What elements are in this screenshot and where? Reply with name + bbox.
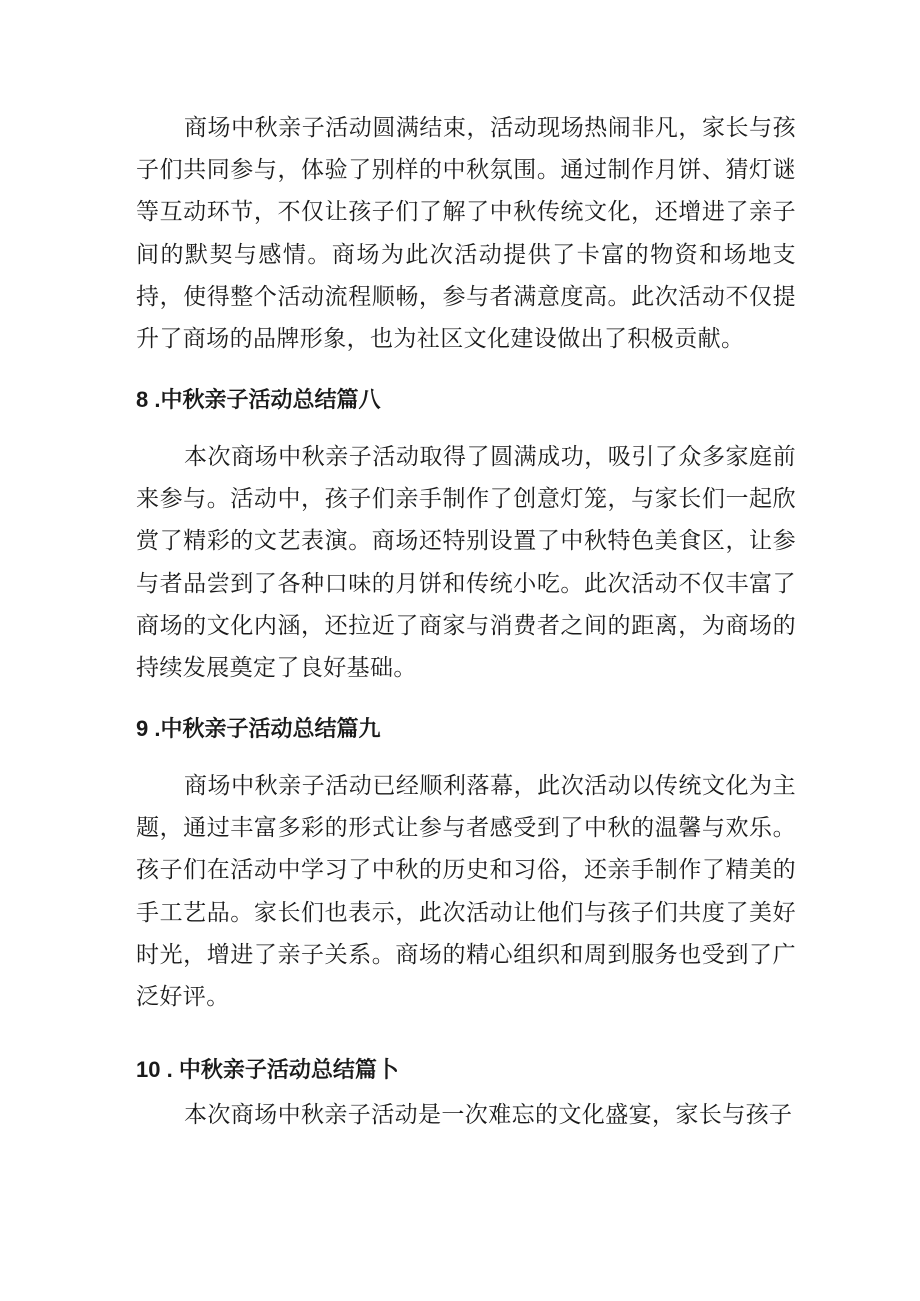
heading-separator: . [160, 1057, 179, 1082]
heading-separator: . [148, 716, 161, 741]
heading-number: 8 [136, 387, 149, 412]
section-heading-10 [136, 1055, 399, 1086]
heading-title: 中秋亲子活动总结篇卜 [178, 1057, 399, 1083]
paragraph-7: 商场中秋亲子活动圆满结束，活动现场热闹非凡，家长与孩子们共同参与，体验了别样的中秋氛围。通过制作月饼、猜灯谜等互动环节，不仅让孩子们了解了中秋传统文化，还增进了亲子间的默契与感情。商场为此次活动提供了卡富的物资和场地支持，使得整个活动流程顺畅，参与者满意度高。此次活动不仅提升了商场的品牌形象，也为社区文化建设做出了积极贡献。 [136, 115, 796, 353]
heading-number: 10 [136, 1057, 161, 1082]
paragraph-8: 本次商场中秋亲子活动取得了圆满成功，吸引了众多家庭前来参与。活动中，孩子们亲手制作了创意灯笼，与家长们一起欣赏了精彩的文艺表演。商场还特别设置了中秋特色美食区，让参与者品尝到了各种口味的月饼和传统小吃。此次活动不仅丰富了商场的文化内涵，还拉近了商家与消费者之间的距离，为商场的持续发展奠定了良好基础。 [136, 444, 796, 682]
heading-title: 中秋亲子活动总结篇八 [160, 387, 381, 413]
section-heading-8 [136, 385, 381, 416]
heading-separator: . [148, 387, 161, 412]
heading-number: 9 [136, 716, 149, 741]
heading-title: 中秋亲子活动总结篇九 [160, 716, 381, 742]
section-heading-9 [136, 714, 381, 745]
paragraph-10: 本次商场中秋亲子活动是一次难忘的文化盛宴，家长与孩子 [184, 1102, 793, 1128]
paragraph-9: 商场中秋亲子活动已经顺利落幕，此次活动以传统文化为主题，通过丰富多彩的形式让参与者感受到了中秋的温馨与欢乐。孩子们在活动中学习了中秋的历史和习俗，还亲手制作了精美的手工艺品。家长们也表示，此次活动让他们与孩子们共度了美好时光，增进了亲子关系。商场的精心组织和周到服务也受到了广泛好评。 [136, 773, 796, 1011]
